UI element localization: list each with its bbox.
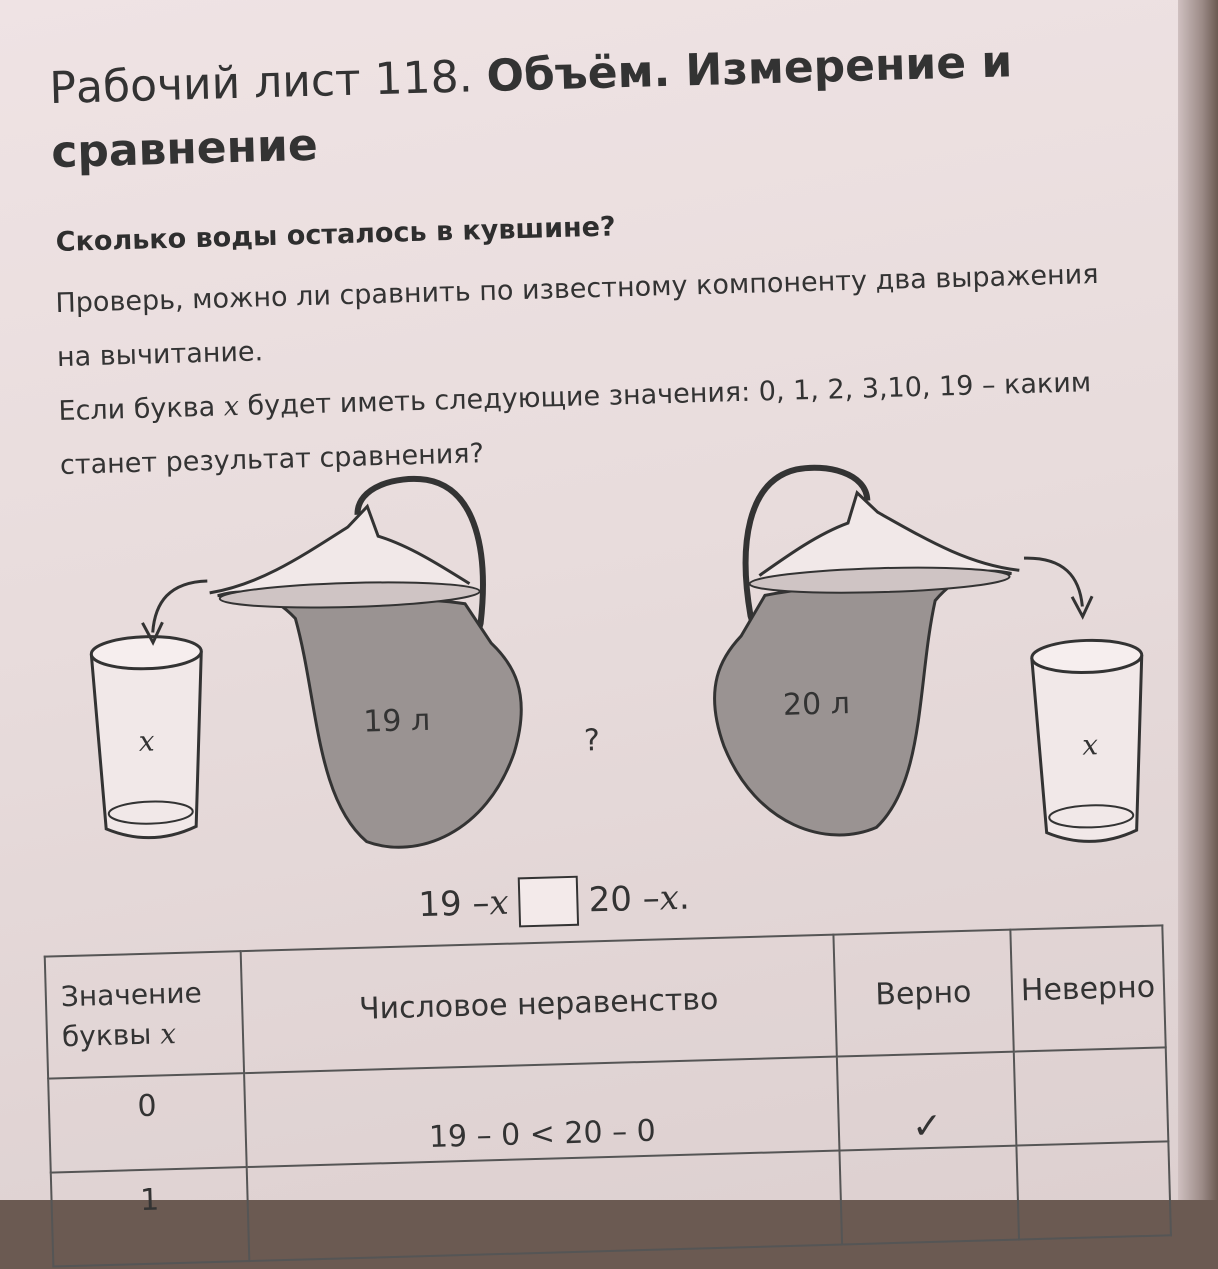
task-instruction-line2-start: Если буква bbox=[58, 391, 225, 428]
jugs-illustration bbox=[57, 454, 1188, 905]
row-inequality[interactable]: 19 – 0 < 20 – 0 bbox=[244, 1057, 839, 1168]
row-true-mark[interactable]: ✓ bbox=[837, 1052, 1017, 1151]
task-question: Сколько воды осталось в кувшине? bbox=[55, 211, 617, 259]
equation-right: 20 – bbox=[588, 878, 661, 921]
equation-right-variable: x bbox=[659, 877, 680, 919]
worksheet-title-topic: Объём. Измерение и сравнение bbox=[50, 36, 1013, 179]
row-value: 0 bbox=[48, 1073, 247, 1172]
row-true-mark[interactable] bbox=[839, 1146, 1019, 1245]
equation-left-variable: x bbox=[488, 882, 510, 924]
row-inequality[interactable] bbox=[247, 1151, 842, 1262]
left-jug-label: 19 л bbox=[362, 702, 431, 740]
comparison-sign-box[interactable] bbox=[518, 876, 579, 928]
equation-end: . bbox=[678, 877, 691, 918]
left-jug bbox=[207, 476, 525, 852]
header-true: Верно bbox=[833, 930, 1013, 1057]
right-jug bbox=[708, 462, 1026, 838]
worksheet-title bbox=[49, 30, 1032, 185]
comparison-question-mark: ? bbox=[583, 723, 601, 759]
task-instruction-line2-end: будет иметь следующие значения: 0, 1, 2, 3,10, 19 – каким станет результат сравнения? bbox=[59, 367, 1092, 482]
task-instructions bbox=[55, 248, 1121, 494]
row-false-mark[interactable] bbox=[1014, 1047, 1169, 1145]
right-glass-label: x bbox=[1081, 728, 1099, 762]
header-false: Неверно bbox=[1010, 925, 1166, 1051]
header-letter-value-line1: Значение bbox=[60, 976, 203, 1014]
row-value: 1 bbox=[51, 1167, 250, 1266]
header-inequality: Числовое неравенство bbox=[241, 935, 837, 1073]
worksheet-title-prefix: Рабочий лист 118. bbox=[48, 50, 488, 115]
header-letter-value-line2: буквы bbox=[61, 1017, 161, 1054]
answers-table bbox=[44, 924, 1172, 1267]
header-letter-variable: x bbox=[159, 1017, 177, 1051]
right-jug-label: 20 л bbox=[782, 686, 851, 723]
task-variable: x bbox=[223, 391, 240, 423]
row-false-mark[interactable] bbox=[1016, 1141, 1171, 1239]
header-letter-value bbox=[45, 951, 245, 1078]
page-edge bbox=[1178, 0, 1218, 1200]
comparison-equation bbox=[418, 873, 691, 931]
equation-left: 19 – bbox=[417, 883, 491, 926]
left-glass-label: x bbox=[138, 724, 156, 758]
task-instruction-line1: Проверь, можно ли сравнить по известному компоненту два выражения на вычитание. bbox=[55, 258, 1099, 374]
